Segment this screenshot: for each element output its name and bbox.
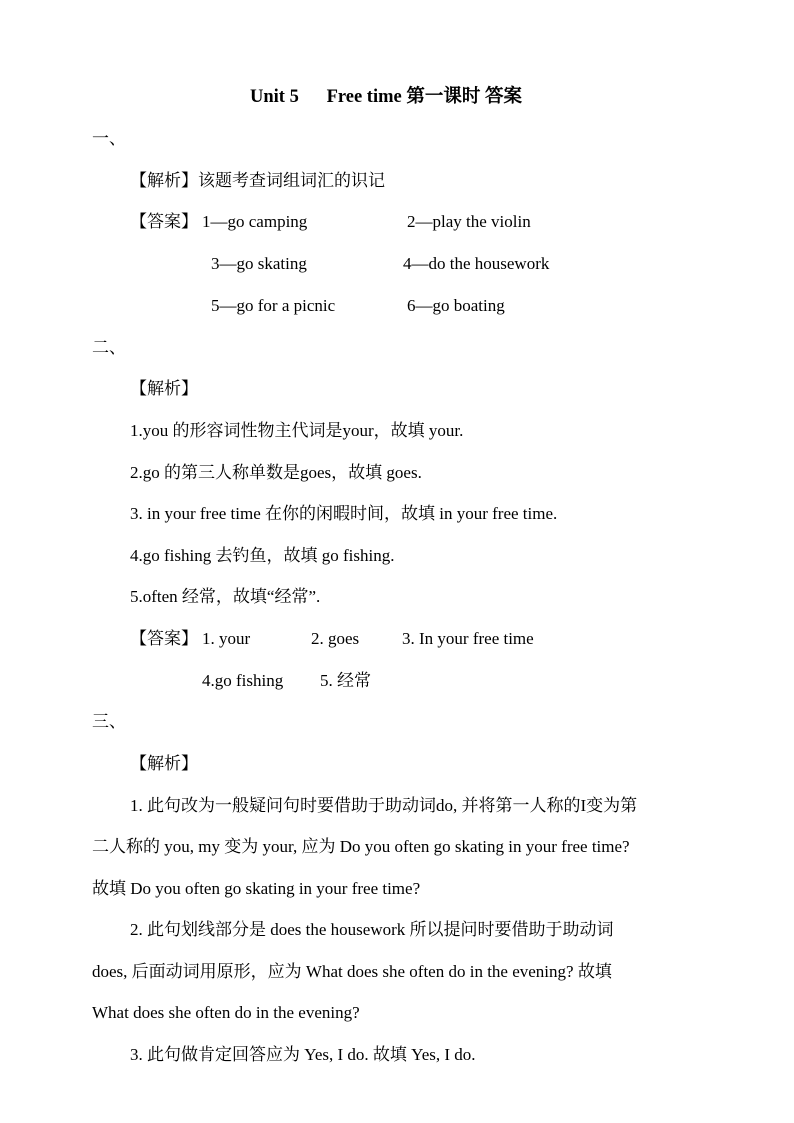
- section-1-number: 一、: [92, 129, 126, 148]
- section-2-analysis-label: 【解析】: [130, 379, 198, 398]
- section-3-line-5: does, 后面动词用原形，应为 What does she often do in the evening? 故填: [92, 962, 612, 981]
- section-3-line-3: 故填 Do you often go skating in your free time?: [92, 879, 421, 898]
- section-1-answer-5: 5—go for a picnic: [211, 296, 336, 315]
- section-2-number: 二、: [92, 338, 126, 357]
- section-1-analysis: 【解析】该题考查词组词汇的识记: [130, 171, 385, 190]
- section-1-answer-label: 【答案】: [130, 212, 198, 231]
- section-2-answer-1: 1. your: [202, 629, 251, 648]
- section-2-note-5: 5.often 经常，故填“经常”.: [130, 587, 321, 606]
- section-2-answer-4: 4.go fishing: [202, 671, 284, 690]
- section-1-answer-6: 6—go boating: [407, 296, 505, 315]
- section-2-note-3: 3. in your free time 在你的闲暇时间，故填 in your free time.: [130, 504, 558, 523]
- section-2-note-1: 1.you 的形容词性物主代词是your，故填 your.: [130, 421, 464, 440]
- section-2-answer-2: 2. goes: [311, 629, 360, 648]
- section-2-note-4: 4.go fishing 去钓鱼，故填 go fishing.: [130, 546, 395, 565]
- section-1-answer-2: 2—play the violin: [407, 212, 531, 231]
- section-1-answer-4: 4—do the housework: [403, 254, 550, 273]
- section-3-line-2: 二人称的 you, my 变为 your, 应为 Do you often go skating in your free time?: [92, 837, 630, 856]
- section-3-line-7: 3. 此句做肯定回答应为 Yes, I do. 故填 Yes, I do.: [130, 1045, 476, 1064]
- section-1-answer-1: 1—go camping: [202, 212, 308, 231]
- section-2-answer-3: 3. In your free time: [402, 629, 534, 648]
- section-3-number: 三、: [92, 712, 126, 731]
- section-2-answer-5: 5. 经常: [320, 671, 371, 690]
- section-2-note-2: 2.go 的第三人称单数是goes，故填 goes.: [130, 463, 422, 482]
- section-3-analysis-label: 【解析】: [130, 754, 198, 773]
- section-3-line-4: 2. 此句划线部分是 does the housework 所以提问时要借助于助动词: [130, 920, 614, 939]
- section-2-answer-label: 【答案】: [130, 629, 198, 648]
- section-3-line-6: What does she often do in the evening?: [92, 1003, 360, 1022]
- section-3-line-1: 1. 此句改为一般疑问句时要借助于助动词do, 并将第一人称的I变为第: [130, 796, 638, 815]
- section-1-answer-3: 3—go skating: [211, 254, 307, 273]
- page-title: Unit 5 Free time 第一课时 答案: [250, 87, 522, 107]
